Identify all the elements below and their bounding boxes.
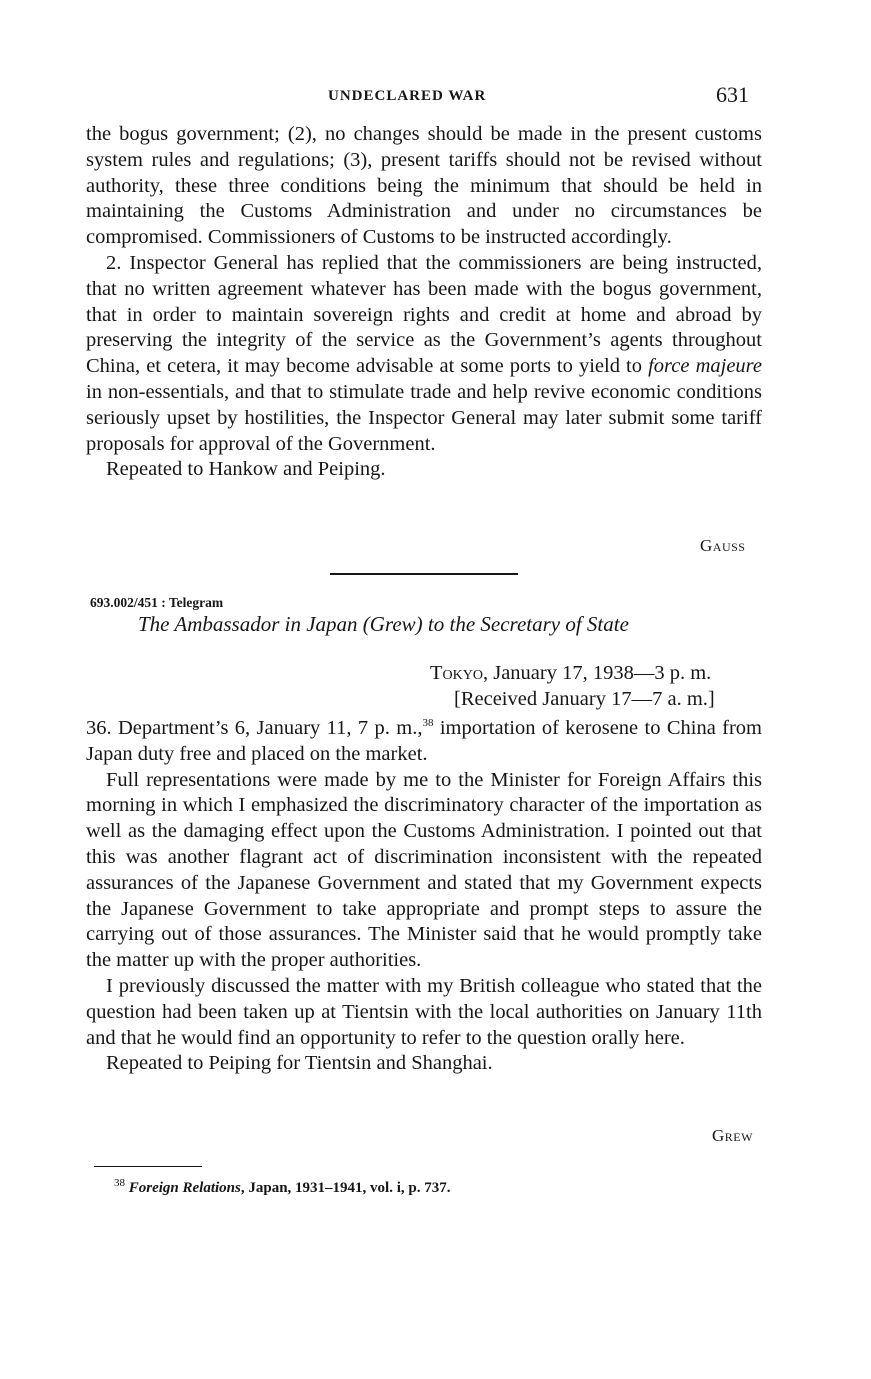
file-reference: 693.002/451 : Telegram bbox=[90, 595, 224, 610]
footnote-reference[interactable]: 38 bbox=[422, 717, 434, 730]
paragraph-1-text-b: importation of kerosene to China from Japan duty free and placed on the market. bbox=[86, 717, 763, 765]
section-divider bbox=[330, 573, 518, 575]
paragraph-2-text-a: 2. Inspector General has replied that the commissioners are being instructed, that no written agreement whatever has been made with the bogus government, that in order to maintain sovereign rights and credit at home and abroad by preserving the integrity of the service as the Government’s agents throughout China, et cetera, it may become advisable at some ports to yield to bbox=[86, 251, 762, 378]
continued-paragraph-1: the bogus government; (2), no changes should be made in the present customs system rules and regulations; (3), present tariffs should not be revised without authority, these three conditions being the minimum that should be held in maintaining the Customs Administration and under no circumstances be compromised. Commissioners of Customs to be instructed accordingly. bbox=[86, 123, 762, 249]
footnote-mark: 38 bbox=[114, 1177, 125, 1189]
paragraph-2-text-b: in non-essentials, and that to stimulate trade and help revive economic conditions seriously upset by hostilities, the Inspector General may later submit some tariff proposals for approval of the Government. bbox=[86, 380, 762, 455]
dateline-time: , January 17, 1938—3 p. m. bbox=[482, 662, 712, 684]
page-number: 631 bbox=[716, 82, 749, 107]
telegram-repeated-line: Repeated to Peiping for Tientsin and Shanghai. bbox=[106, 1052, 493, 1075]
dateline-received: [Received January 17—7 a. m.] bbox=[454, 688, 715, 710]
paragraph-1-text-a: 36. Department’s 6, January 11, 7 p. m., bbox=[86, 717, 423, 739]
running-head-title: UNDECLARED WAR bbox=[328, 88, 487, 104]
telegram-paragraph-1 bbox=[86, 716, 762, 768]
paragraph-2-italic-phrase: force majeure bbox=[648, 355, 762, 378]
continued-paragraph-2 bbox=[86, 251, 762, 457]
signature-grew: Grew bbox=[712, 1126, 753, 1145]
dateline bbox=[430, 660, 715, 712]
running-head bbox=[0, 82, 871, 112]
continued-telegram-body bbox=[86, 122, 762, 483]
dateline-place: Tokyo bbox=[430, 662, 483, 684]
telegram-paragraph-2: Full representations were made by me to the Minister for Foreign Affairs this morning in which I emphasized the discriminatory character of the importation as well as the damaging effect upon the Customs Administration. I pointed out that this was another flagrant act of discrimination inconsistent with the repeated assurances of the Japanese Government and stated that my Government expects the Japanese Government to take appropriate and prompt steps to assure the carrying out of those assurances. The Minister said that he would promptly take the matter up with the proper authorities. bbox=[86, 768, 762, 972]
heading-part-1: The Ambassador in Japan ( bbox=[138, 612, 370, 636]
dateline-sent bbox=[430, 660, 715, 686]
telegram-paragraph-3: I previously discussed the matter with my British colleague who stated that the question had been taken up at Tientsin with the local authorities on January 11th and that he would find an opportunity to refer to the question orally here. bbox=[86, 974, 762, 1049]
signature-gauss: Gauss bbox=[700, 536, 746, 555]
continued-repeated-line: Repeated to Hankow and Peiping. bbox=[106, 458, 386, 481]
document-heading bbox=[138, 612, 629, 637]
telegram-body bbox=[86, 716, 762, 1077]
footnote-source: Foreign Relations bbox=[128, 1180, 241, 1196]
heading-name: Grew bbox=[369, 612, 416, 636]
footnote-citation: , Japan, 1931–1941, vol. i, p. 737. bbox=[240, 1180, 451, 1196]
heading-part-2: ) to the Secretary of State bbox=[415, 612, 629, 636]
footnote bbox=[114, 1177, 451, 1197]
footnote-divider bbox=[94, 1166, 202, 1167]
